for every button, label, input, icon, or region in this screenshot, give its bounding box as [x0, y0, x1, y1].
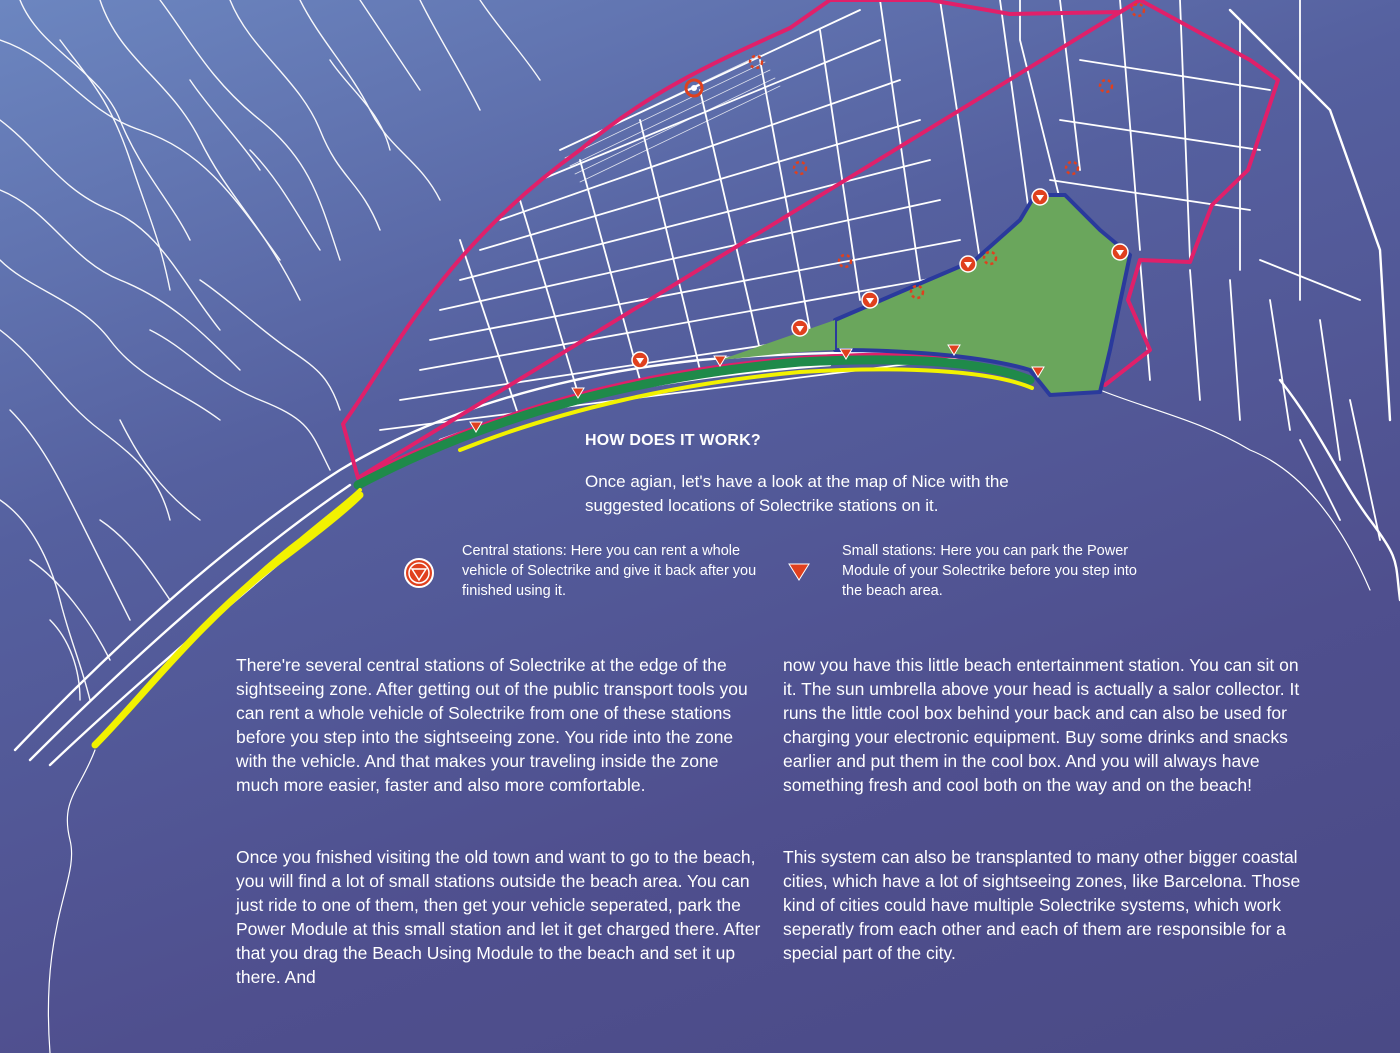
- left-column: [236, 629, 766, 1037]
- poi-icon: [1100, 80, 1112, 92]
- legend-central-text: Central stations: Here you can rent a whole vehicle of Solectrike and give it back after you finished using it.: [462, 543, 757, 599]
- beach-promenade: [358, 360, 1030, 485]
- right-paragraph-1: now you have this little beach entertainment station. You can sit on it. The sun umbrella above your head is actually a salor collector. It runs the little cool box behind your back and can also be used for charging your electronic equipment. Buy some drinks and snacks earlier and put them in the cool box. And you will always have something fresh and cool both on the way and on the beach!: [783, 655, 1300, 795]
- right-column: [783, 629, 1313, 1013]
- left-paragraph-1: There're several central stations of Solectrike at the edge of the sightseeing zone. After getting out of the public transport tools you can rent a whole vehicle of Solectrike from one of these stations before you step into the sightseeing zone. You ride into the zone with the vehicle. And that makes your traveling inside the zone much more easier, faster and also more comfortable.: [236, 655, 748, 795]
- right-paragraph-2: This system can also be transplanted to many other bigger coastal cities, which have a lot of sightseeing zones, like Barcelona. Those kind of cities could have multiple Solectrike systems, which work seperatly from each other and each of them are responsible for a special part of the city.: [783, 847, 1301, 963]
- small-station-icon: [787, 562, 811, 582]
- intro-text: Once agian, let's have a look at the map of Nice with the suggested locations of Solectrike stations on it.: [585, 472, 1009, 515]
- poi-icon: [794, 162, 806, 174]
- legend-small-text: Small stations: Here you can park the Power Module of your Solectrike before you step into the beach area.: [842, 543, 1137, 599]
- central-station-icon: [1032, 189, 1048, 205]
- train-station-icon: [686, 80, 702, 96]
- central-station-icon: [1112, 244, 1128, 260]
- left-paragraph-2: Once you fnished visiting the old town and want to go to the beach, you will find a lot of small stations outside the beach area. You can just ride to one of them, then get your vehicle seperated, park the Power Module at this small station and let it get charged there. After that you drag the Beach Using Module to the beach and set it up there. And: [236, 847, 761, 987]
- page-title: HOW DOES IT WORK?: [585, 432, 761, 449]
- central-station-icon: [632, 352, 648, 368]
- central-station-icon: [792, 320, 808, 336]
- central-station-icon: [862, 292, 878, 308]
- central-station-icon: [402, 556, 436, 590]
- central-station-icon: [960, 256, 976, 272]
- poi-icon: [1066, 162, 1078, 174]
